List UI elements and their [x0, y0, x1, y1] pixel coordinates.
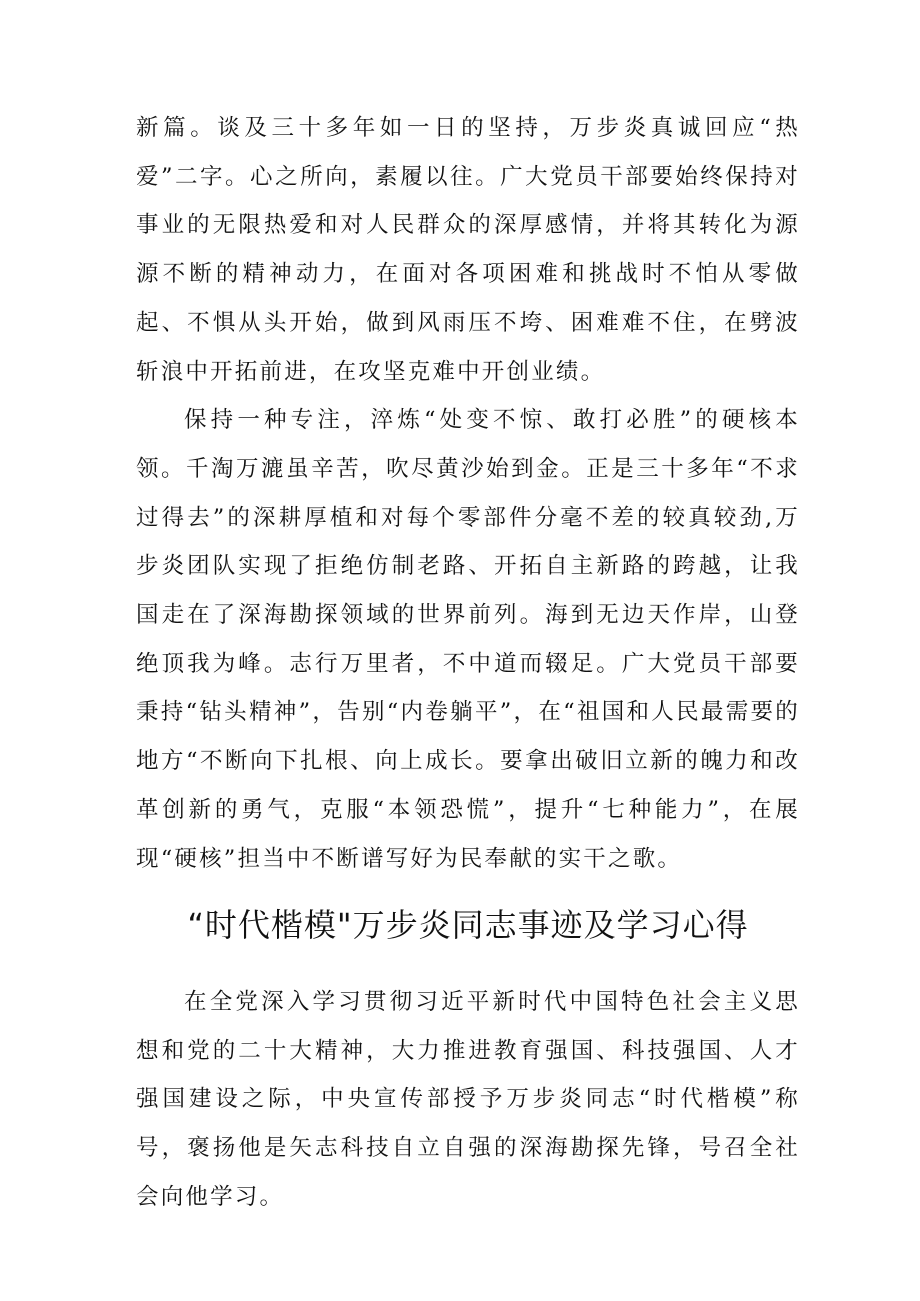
intro-paragraph: 在全党深入学习贯彻习近平新时代中国特色社会主义思想和党的二十大精神，大力推进教育强国、科技强国、人才强国建设之际，中央宣传部授予万步炎同志“时代楷模”称号，褒扬他是矢志科技自立自强的深海勘探先锋，号召全社会向他学习。: [136, 989, 800, 1210]
paragraph-focus: 保持一种专注，淬炼“处变不惊、敢打必胜”的硬核本领。千淘万漉虽辛苦，吹尽黄沙始到金。正是三十多年“不求过得去”的深耕厚植和对每个零部件分毫不差的较真较劲,万步炎团队实现了拒绝仿制老路、开拓自主新路的跨越，让我国走在了深海勘探领域的世界前列。海到无边天作岸，山登绝顶我为峰。志行万里者，不中道而辍足。广大党员干部要秉持“钻头精神”，告别“内卷躺平”，在“祖国和人民最需要的地方“不断向下扎根、向上成长。要拿出破旧立新的魄力和改革创新的勇气，克服“本领恐慌”，提升“七种能力”，在展现“硬核”担当中不断谱写好为民奉献的实干之歌。: [136, 407, 800, 872]
continuation-paragraph: 新篇。谈及三十多年如一日的坚持，万步炎真诚回应“热爱”二字。心之所向，素履以往。广大党员干部要始终保持对事业的无限热爱和对人民群众的深厚感情，并将其转化为源源不断的精神动力，在面对各项困难和挑战时不怕从零做起、不惧从头开始，做到风雨压不垮、困难难不住，在劈波斩浪中开拓前进，在攻坚克难中开创业绩。: [136, 115, 800, 385]
body-text-block: [136, 104, 800, 883]
section-title: “时代楷模"万步炎同志事迹及学习心得: [187, 906, 749, 944]
intro-text-block: [136, 978, 800, 1222]
